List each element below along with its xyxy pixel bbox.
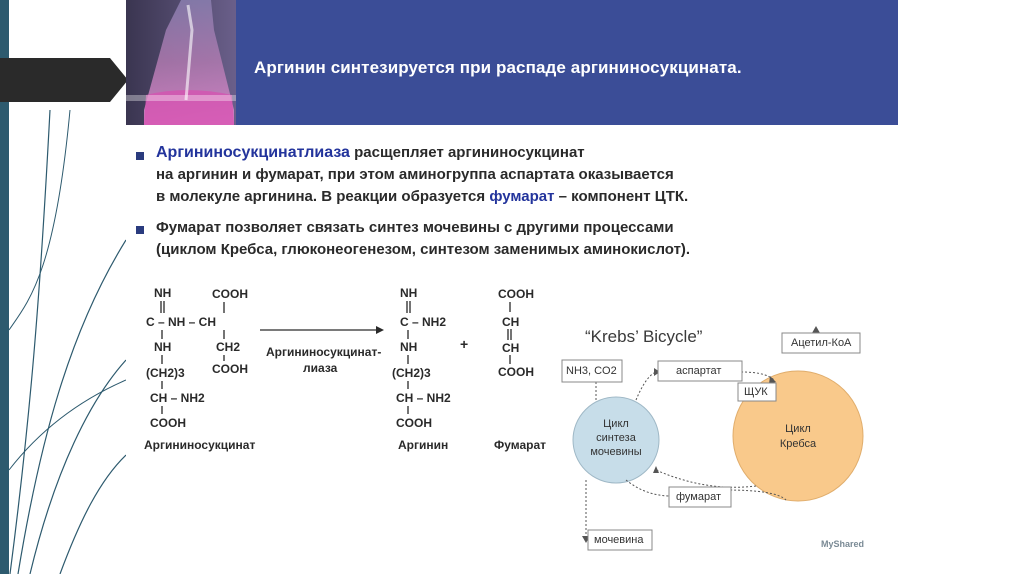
- bullet-1-line-2: на аргинин и фумарат, при этом аминогруппа аспартата оказывается: [156, 166, 674, 183]
- chem-nh: NH: [154, 286, 172, 300]
- chem-cooh: COOH: [396, 416, 432, 430]
- right-pane: [898, 0, 1024, 574]
- product-fumarate-name: Фумарат: [494, 438, 547, 452]
- chem-nh: NH: [400, 286, 418, 300]
- bullet-2-line-1: Фумарат позволяет связать синтез мочевины с другими процессами: [156, 219, 674, 236]
- chem-cooh: COOH: [498, 287, 534, 301]
- bullet-1-text-b: – компонент ЦТК.: [554, 188, 689, 205]
- tca-cycle-label-1: Цикл: [785, 423, 811, 435]
- chem-c-nh-ch: C – NH – CH: [146, 315, 217, 329]
- box-oaa: ЩУК: [744, 386, 768, 398]
- krebs-bicycle-title: “Krebs’ Bicycle”: [585, 327, 703, 346]
- chem-ch2-3: (CH2)3: [392, 366, 431, 380]
- slide: [126, 0, 898, 574]
- chem-nh: NH: [400, 340, 418, 354]
- box-acetyl-coa: Ацетил-КоА: [791, 337, 852, 349]
- chem-cooh: COOH: [212, 287, 248, 301]
- product-arginine-name: Аргинин: [398, 438, 449, 452]
- urea-cycle-label-3: мочевины: [590, 446, 642, 458]
- enzyme-arrow-label-1: Аргининосукцинат-: [266, 345, 382, 359]
- fumarate-highlight: фумарат: [489, 188, 555, 205]
- bullet-1-text-a: в молекуле аргинина. В реакции образуется: [156, 188, 490, 205]
- watermark: MyShared: [821, 539, 865, 549]
- chem-c-nh2: C – NH2: [400, 315, 447, 329]
- chem-ch: CH: [502, 315, 520, 329]
- chem-cooh: COOH: [150, 416, 186, 430]
- chem-ch-nh2: CH – NH2: [150, 391, 205, 405]
- bullet-2-line-2: (циклом Кребса, глюконеогенезом, синтезом заменимых аминокислот).: [156, 241, 691, 258]
- chem-nh: NH: [154, 340, 172, 354]
- plus-sign: +: [460, 336, 469, 352]
- tca-cycle-label-2: Кребса: [779, 438, 817, 450]
- chem-cooh: COOH: [498, 365, 534, 379]
- chem-ch2: CH2: [216, 340, 241, 354]
- enzyme-arrow-label-2: лиаза: [303, 361, 338, 375]
- enzyme-name: Аргининосукцинатлиаза: [156, 144, 350, 161]
- arrow-tab-icon: [0, 58, 128, 102]
- urea-cycle-label-2: синтеза: [596, 432, 636, 444]
- box-aspartate: аспартат: [676, 365, 722, 377]
- substrate-name: Аргининосукцинат: [144, 438, 256, 452]
- bullet-1-text: расщепляет аргининосукцинат: [349, 144, 585, 161]
- chem-cooh: COOH: [212, 362, 248, 376]
- box-nh3-co2: NH3, CO2: [566, 365, 617, 377]
- urea-cycle-label-1: Цикл: [603, 418, 629, 430]
- tca-cycle-label: [758, 422, 838, 452]
- slide-title: Аргинин синтезируется при распаде аргининосукцината.: [254, 58, 742, 77]
- krebs-bicycle-diagram: [126, 0, 898, 574]
- box-urea: мочевина: [594, 534, 644, 546]
- box-fumarate: фумарат: [676, 491, 722, 503]
- chem-ch-nh2: CH – NH2: [396, 391, 451, 405]
- chem-ch2-3: (CH2)3: [146, 366, 185, 380]
- chem-ch: CH: [502, 341, 520, 355]
- urea-cycle-label: [573, 417, 659, 459]
